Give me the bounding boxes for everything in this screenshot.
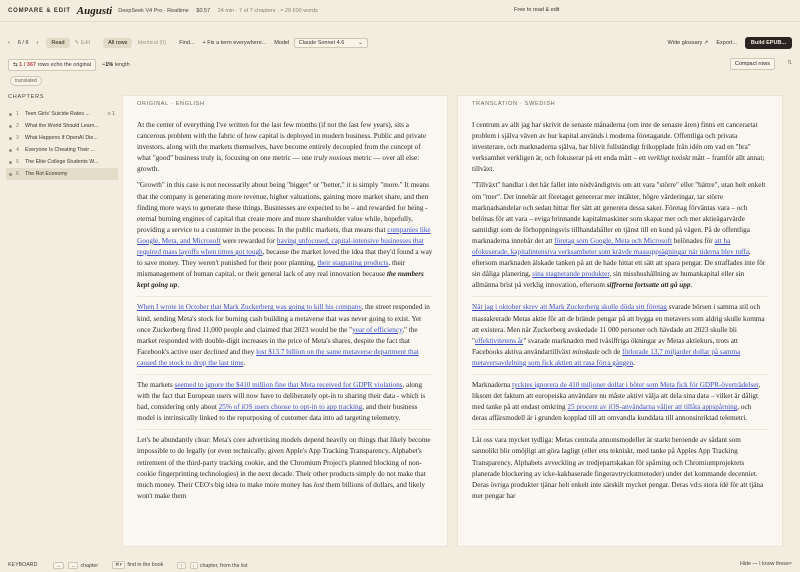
edit-mode-button[interactable]: ✎ Edit bbox=[74, 40, 91, 46]
shortcut-find-label: find in the book bbox=[127, 562, 164, 568]
paragraph bbox=[472, 120, 768, 175]
text-run: "Growth" in this case is not necessarily about being "bigger" or "better," it is simply "more." It means that the company is generating more revenue, higher valuations, gaining more market share, and then finding more ways to generate these things. Businesses are expected to be – and rewarded for being - eternal burning engines of capital that create more and more shareholder value while, hopefully, providing a service to a customer in the process. In the public markets, that means that bbox=[137, 181, 430, 234]
model-picker bbox=[274, 38, 368, 48]
text-run: . bbox=[690, 281, 693, 290]
key-right: → bbox=[68, 562, 79, 569]
inline-link[interactable]: När jag i oktober skrev att Mark Zuckerberg skulle döda sitt företag bbox=[472, 303, 667, 312]
text-run: . bbox=[243, 358, 246, 367]
inline-link[interactable]: förlorade 13,7 miljarder dollar på samma metaversavdelning som fick aktien att rasa förra gången bbox=[472, 347, 741, 367]
translation-panel bbox=[457, 95, 783, 547]
text-run: belönades för bbox=[671, 236, 715, 245]
text-run: , their mismanagement of human capital, or their general lack of any real innovation because bbox=[137, 259, 406, 279]
text-run: , och deras affärsmodell är i grunden kopplad till att omvandla kunddata till annonsinriktad telemetri. bbox=[472, 403, 752, 423]
chapter-item[interactable] bbox=[6, 132, 118, 144]
inline-link[interactable]: companies like Google, Meta, and Microsoft bbox=[137, 225, 431, 245]
chapter-item[interactable] bbox=[6, 168, 118, 180]
echo-rows-filter[interactable] bbox=[8, 59, 96, 71]
shortcut-list-label: chapter, from the list bbox=[199, 562, 248, 569]
chapter-list bbox=[6, 108, 118, 180]
text-run: , liksom det faktum att europeiska användare nu måste aktivt välja att dela sina data – vilket är dåligt med tanke på att endast omkring bbox=[472, 380, 761, 412]
translation-text bbox=[458, 107, 782, 502]
key-left: ← bbox=[53, 562, 64, 569]
inline-link[interactable]: 25% of iOS users choose to opt-in to app tracking bbox=[218, 403, 363, 412]
text-run: The markets bbox=[137, 380, 175, 389]
all-rows-button[interactable]: All rows bbox=[103, 38, 132, 48]
text-run: , and their business model is intrinsically linked to the repurposing of customer data into ad targeting telemetry. bbox=[137, 403, 418, 423]
original-panel bbox=[122, 95, 448, 547]
shortcut-chapter-label: chapter bbox=[80, 562, 99, 569]
chapter-status-dot bbox=[9, 161, 12, 164]
chapter-item[interactable] bbox=[6, 120, 118, 132]
model-info: DeepSeek V4 Pro · Realtime bbox=[118, 7, 189, 14]
inline-link[interactable]: tycktes ignorera de 410 miljoner dollar i böter som Meta fick för GDPR-överträdelser bbox=[512, 380, 759, 389]
run-meta bbox=[118, 8, 324, 14]
chapter-title: The Rot Economy bbox=[25, 171, 68, 177]
chapter-number: 2 bbox=[16, 123, 19, 129]
paragraph bbox=[137, 120, 433, 175]
build-epub-button[interactable]: Build EPUB... bbox=[745, 37, 792, 49]
chapter-item[interactable] bbox=[6, 144, 118, 156]
text-run: svarade börsen i samma stil och massakrerade Metas aktie för att de brände pengar på att bygga en metavers som aldrig skulle komma att existera. Men när Zuckerberg avskedade 11 000 personer och hävdade att 2023 skulle bli " bbox=[472, 303, 765, 345]
chapter-status-dot bbox=[9, 173, 12, 176]
next-chapter-button[interactable]: › bbox=[36, 40, 39, 46]
chapter-item[interactable] bbox=[6, 108, 118, 120]
hide-shortcuts-button[interactable]: Hide — I know these× bbox=[740, 561, 792, 567]
text-run: mått – framför allt annat; tillväxt. bbox=[472, 154, 765, 174]
prev-chapter-button[interactable]: ‹ bbox=[8, 40, 10, 46]
progress-info: 24 min · 7 of 7 chapters · ≈ 29 600 words bbox=[217, 7, 318, 14]
cost-label: $0.57 bbox=[196, 7, 211, 14]
chapter-title: The Elite College Students W... bbox=[25, 159, 99, 165]
paragraph bbox=[137, 429, 433, 502]
compact-rows-button[interactable]: Compact rows bbox=[730, 58, 775, 70]
top-bar bbox=[0, 0, 800, 22]
text-run: Marknaderna bbox=[472, 380, 513, 389]
text-run: , along with the fact that European users will now have to deliberately opt-in to sharing their data - which is bad, considering only about bbox=[137, 380, 426, 412]
text-run: and they bbox=[227, 347, 257, 356]
read-mode-button[interactable]: Read bbox=[46, 38, 69, 48]
text-run: Låt oss vara mycket tydliga: Metas centrala annonsmodeller är starkt beroende av sådant som sannolikt blir omöjligt att göra lagligt (eller ens tekniskt, med tanke på Apples App Tracking Transparency, Alphabets avveckling av tredjepartskakan för spårning och Chromiumprojektets planerade blockering av icke-kakbaserade fingeravtryckstmetoder) under det kommande decenniet. Deras övriga produkter tjänar helt enkelt inte särskilt mycket pengar. Deras vd:s stora idé för att tjäna mer pengar har bbox=[472, 436, 764, 500]
swap-icon: ⇆ bbox=[13, 62, 18, 68]
key-down: ↓ bbox=[190, 562, 198, 569]
inline-link[interactable]: their stagnating products bbox=[317, 259, 389, 268]
length-label: length bbox=[114, 62, 130, 68]
chapter-status-dot bbox=[9, 137, 12, 140]
text-run: were rewarded for bbox=[220, 236, 277, 245]
inline-link[interactable]: lost $13.7 billion on the same metaverse department that caused the stock to drop the last time bbox=[137, 347, 419, 367]
fix-term-button[interactable]: + Fix a term everywhere... bbox=[202, 40, 267, 46]
inline-link[interactable]: sina stagnerande produkter bbox=[532, 270, 610, 279]
chapter-title: Everyone Is Cheating Their ... bbox=[25, 147, 95, 153]
chevron-down-icon: ⌄ bbox=[358, 40, 363, 46]
text-run: , eftersom marknaden älskade tanken på att de hade hittat ett sätt att spara pengar. De straffades inte för sin dåliga planering, bbox=[472, 248, 766, 279]
original-text bbox=[123, 107, 447, 502]
row-filter bbox=[103, 38, 171, 48]
app-title: Augusti bbox=[76, 4, 113, 17]
chapter-title: Teen Girls' Suicide Rates ... bbox=[25, 111, 90, 117]
translation-heading: TRANSLATION · SWEDISH bbox=[472, 101, 556, 107]
chapter-status-dot bbox=[9, 113, 12, 116]
page-indicator: 6 / 6 bbox=[17, 40, 29, 46]
brand-label: COMPARE & EDIT bbox=[8, 7, 71, 14]
chapters-heading: CHAPTERS bbox=[8, 94, 45, 100]
text-run: them billions of dollars, and likely won't make them bbox=[137, 480, 425, 500]
paragraph bbox=[137, 374, 433, 424]
paragraph bbox=[137, 180, 433, 291]
text-run: I centrum av allt jag har skrivit de senaste månaderna (om inte de senaste åren) finns ett cancerartat problem i själva väven av hur kapital används i moderna företagande. Offentliga och privata investerare, och marknaderna själva, har blivit fullständigt frikopplade från idén om vad en "bra" verksamhet verkligen är, och fokuserar på ett enda mått – ett bbox=[472, 121, 758, 163]
chapter-status-dot bbox=[9, 125, 12, 128]
translated-badge: translated bbox=[10, 76, 42, 86]
echo-rows-count: 1 / 367 bbox=[19, 62, 36, 68]
write-glossary-button[interactable]: Write glossary ↗ bbox=[667, 40, 709, 46]
text-run: At the center of everything I've written for the last few months (if not the last few years), sits a cancerous problem with the fabric of how capital is deployed in modern business. Public and private investors, along with the markets themselves, have become entirely decoupled from the concept of what "good" business truly is, focusing on one metric — one bbox=[137, 121, 427, 163]
emphasis-text: verkligt toxiskt bbox=[647, 154, 691, 163]
toolbar bbox=[0, 34, 800, 52]
shortcut-chapter bbox=[51, 562, 98, 569]
paragraph bbox=[472, 374, 768, 424]
text-run: , because the market loved the idea that they'd found a way to save money. They weren't punished for their poor planning, bbox=[137, 248, 433, 268]
mode-toggle bbox=[46, 38, 95, 48]
text-run: "Tillväxt" handlar i det här fallet inte nödvändigtvis om att vara "större" eller "bättre", utan helt enkelt om "mer". Det innebär att företaget genererar mer intäkter, högre värderingar, tar större marknadsandelar och sedan hittar fler sätt att generera dessa saker. Företag förväntas vara – och belönas för att vara – eviga brinnande kapitalmaskiner som skapar mer och mer aktieägarvärde samtidigt som de förhoppningsvis tillhandahåller en tjänst till en kund på vägen. På de offentliga marknaderna innebär det att bbox=[472, 181, 766, 245]
emphasis-text: lost bbox=[313, 480, 325, 489]
chapter-title: What the World Should Learn... bbox=[25, 123, 99, 129]
text-run: " svarade marknaden med tvåsiffriga ökningar av Metas aktiekurs, trots att Facebooks aktiva användartillväxt bbox=[472, 336, 738, 356]
emphasis-text: declined bbox=[203, 347, 228, 356]
echo-rows-text: rows echo the original bbox=[37, 62, 92, 68]
text-run: , the street responded in kind, sending Meta's stock for burning cash building a metaverse that was never going to exist. Yet once Zuckerberg fired 11,000 people and claimed that 2023 would be the " bbox=[137, 303, 430, 334]
inline-link[interactable]: effektivitetens år bbox=[474, 336, 524, 345]
chapter-comment-count: ≡ 1 bbox=[107, 111, 115, 117]
chapter-status-dot bbox=[9, 149, 12, 152]
inline-link[interactable]: företag som Google, Meta och Microsoft bbox=[554, 236, 672, 245]
chapter-number: 6 bbox=[16, 171, 19, 177]
inline-link[interactable]: year of efficiency bbox=[352, 325, 403, 334]
chapter-number: 4 bbox=[16, 147, 19, 153]
identical-rows-button[interactable]: Identical (0) bbox=[137, 40, 167, 46]
row-stats-bar bbox=[8, 58, 792, 72]
model-select[interactable] bbox=[294, 38, 368, 48]
text-run: . bbox=[177, 281, 180, 290]
text-run: , sin misshushållning av humankapital eller sin allmänna brist på verklig innovation, eftersom bbox=[472, 270, 745, 290]
export-button[interactable]: Export... bbox=[716, 40, 737, 46]
keyboard-footer bbox=[0, 558, 800, 572]
find-button[interactable]: Find... bbox=[179, 40, 195, 46]
key-up: ↑ bbox=[177, 562, 185, 569]
text-run: . bbox=[633, 358, 635, 367]
inline-link[interactable]: 25 procent av iOS-användarna väljer att tillåta appspårning bbox=[567, 403, 738, 412]
paragraph bbox=[472, 296, 768, 369]
key-find: ⌘F bbox=[112, 561, 125, 569]
status-label: Free to read & edit bbox=[514, 7, 560, 13]
length-value: −1% bbox=[102, 62, 114, 68]
shortcut-find bbox=[110, 561, 163, 569]
keyboard-label: KEYBOARD bbox=[8, 562, 38, 568]
length-stat bbox=[102, 62, 130, 68]
chapter-number: 3 bbox=[16, 135, 19, 141]
paragraph bbox=[137, 296, 433, 369]
paragraph bbox=[472, 180, 768, 291]
inline-link[interactable]: having unfocused, capital-intensive businesses that required mass layoffs when times got tough bbox=[137, 236, 424, 257]
chapter-number: 5 bbox=[16, 159, 19, 165]
inline-link[interactable]: When I wrote in October that Mark Zuckerberg was going to kill his company bbox=[137, 303, 362, 312]
original-heading: ORIGINAL · ENGLISH bbox=[137, 101, 205, 107]
model-select-value: Claude Sonnet 4.6 bbox=[298, 40, 345, 46]
chapter-item[interactable] bbox=[6, 156, 118, 168]
text-run: metric — over all else: growth. bbox=[137, 154, 420, 174]
emphasis-text: siffrorna fortsatte att gå upp bbox=[606, 281, 691, 290]
model-label: Model bbox=[274, 40, 290, 46]
emphasis-text: the numbers kept going up bbox=[137, 270, 424, 290]
text-run: och de bbox=[599, 347, 623, 356]
chapter-number: 1 bbox=[16, 111, 19, 117]
inline-link[interactable]: seemed to ignore the $410 million fine that Meta received for GDPR violations bbox=[174, 380, 403, 389]
text-run: ," the market responded with double-digit increases in the price of Meta's shares, despite the fact that Facebook's active user bbox=[137, 325, 418, 356]
shortcut-list bbox=[175, 562, 247, 569]
text-run: Let's be abundantly clear: Meta's core advertising models depend heavily on things that likely become impossible to do legally (or even technically, given Apple's App Tracking Transparency, Alphabet's retirement of the third-party tracking cookie, and the Chromium Project's planned blocking of non-cookie fingerprinting technologies) in the next decade. Their other products simply do not make that much money. Their CEO's big idea to make more money has bbox=[137, 436, 431, 489]
sort-icon[interactable]: ⇅ bbox=[787, 60, 792, 66]
emphasis-text: minskade bbox=[572, 347, 600, 356]
chapter-title: What Happens If OpenAI Die... bbox=[25, 135, 98, 141]
inline-link[interactable]: att ha ofokuserade, kapitalintensiva verksamheter som krävde massuppsägningar när tiderna blev tuffa bbox=[472, 236, 749, 257]
emphasis-text: truly noxious bbox=[313, 154, 352, 163]
paragraph bbox=[472, 429, 768, 502]
